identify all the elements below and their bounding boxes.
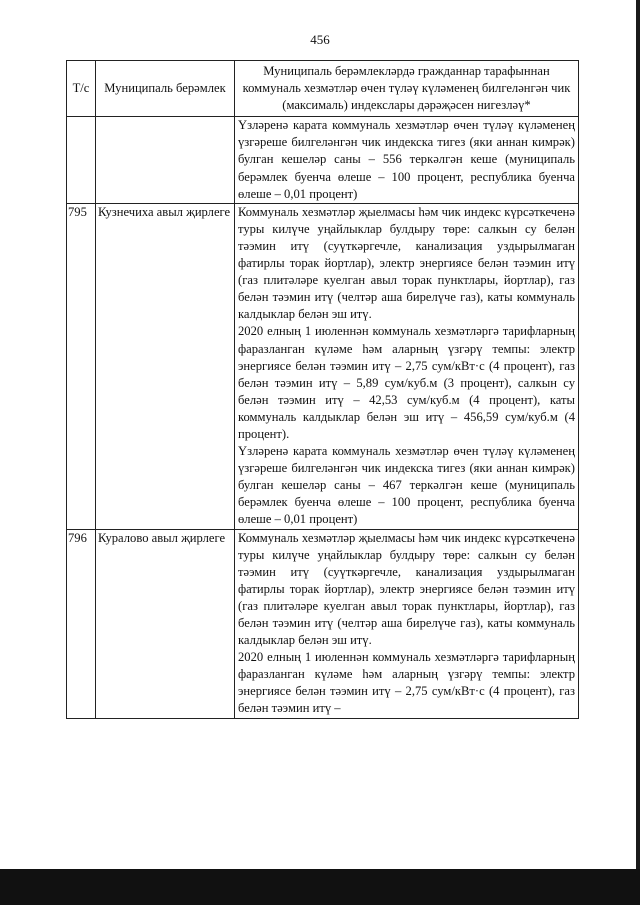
row-number: 795 (67, 203, 96, 529)
paragraph-services: Коммуналь хезмәтләр җыелмасы һәм чик индекс күрсәткеченә туры килүче уңайлыклар булдыру төре: салкын су белән тәэмин итү (суүткәргечле, канализация уздырылмаган фатирлы торак йортлар), электр энергиясе белән тәэмин итү (газ плитәләре куелган авыл торак пунктлары, йортлар), газ белән тәэмин итү (челтәр аша бирелүче газ), каты коммуналь калдыклар белән эш итү. (238, 204, 575, 322)
cell-description (235, 117, 579, 203)
cell-num (67, 117, 96, 203)
table-row (67, 203, 579, 529)
table-row-continuation (67, 117, 579, 203)
cell-description (235, 203, 579, 529)
row-number: 796 (67, 529, 96, 718)
table-row (67, 529, 579, 718)
table-header-row (67, 61, 579, 117)
paragraph-population: Үзләренә карата коммуналь хезмәтләр өчен түләү күләменең үзгәреше билгеләнгән чик индекска тигез (яки аннан кимрәк) булган кешеләр саны – 467 теркәлгән кеше (муниципаль берәмлек буенча өлеше – 100 процент, республика буенча өлеше – 0,01 процент) (238, 444, 575, 527)
cell-name (96, 117, 235, 203)
paragraph-tariffs: 2020 елның 1 июленнән коммуналь хезмәтләргә тарифларның фаразланган күләме һәм аларның үзгәрү темпы: электр энергиясе белән тәэмин итү – 2,75 сум/кВт·с (4 процент), газ белән тәэмин итү – 5,89 сум/куб.м (3 процент), салкын су белән тәэмин итү – 42,53 сум/куб.м (4 процент), каты коммуналь калдыклар белән эш итү – 456,59 сум/куб.м (4 процент). (238, 324, 575, 441)
cell-description (235, 529, 579, 718)
index-table (66, 60, 579, 719)
header-municipality: Муниципаль берәмлек (96, 61, 235, 117)
continuation-paragraph: Үзләренә карата коммуналь хезмәтләр өчен түләү күләменең үзгәреше билгеләнгән чик индекска тигез (яки аннан кимрәк) булган кешеләр саны – 556 теркәлгән кеше (муниципаль берәмлек буенча өлеше – 100 процент, республика буенча өлеше – 0,01 процент) (238, 118, 575, 201)
scan-edge-bottom (0, 869, 640, 905)
paragraph-tariffs: 2020 елның 1 июленнән коммуналь хезмәтләргә тарифларның фаразланган күләме һәм аларның үзгәрү темпы: электр энергиясе белән тәэмин итү – 2,75 сум/кВт·с (4 процент), газ белән тәэмин итү – (238, 650, 575, 716)
scan-edge-right (636, 0, 640, 905)
page-number: 456 (310, 32, 330, 47)
municipality-name: Кузнечиха авыл җирлеге (96, 203, 235, 529)
municipality-name: Куралово авыл җирлеге (96, 529, 235, 718)
header-num: Т/с (67, 61, 96, 117)
header-description: Муниципаль берәмлекләрдә гражданнар тарафыннан коммуналь хезмәтләр өчен түләү күләменең билгеләнгән чик (максималь) индекслары дәрәҗәсен нигезләү* (235, 61, 579, 117)
paragraph-services: Коммуналь хезмәтләр җыелмасы һәм чик индекс күрсәткеченә туры килүче уңайлыклар булдыру төре: салкын су белән тәэмин итү (суүткәргечле, канализация уздырылмаган фатирлы торак йортлар), электр энергиясе белән тәэмин итү (газ плитәләре куелган авыл торак пунктлары, йортлар), газ белән тәэмин итү (челтәр аша бирелүче газ), каты коммуналь калдыклар белән эш итү. (238, 530, 575, 648)
